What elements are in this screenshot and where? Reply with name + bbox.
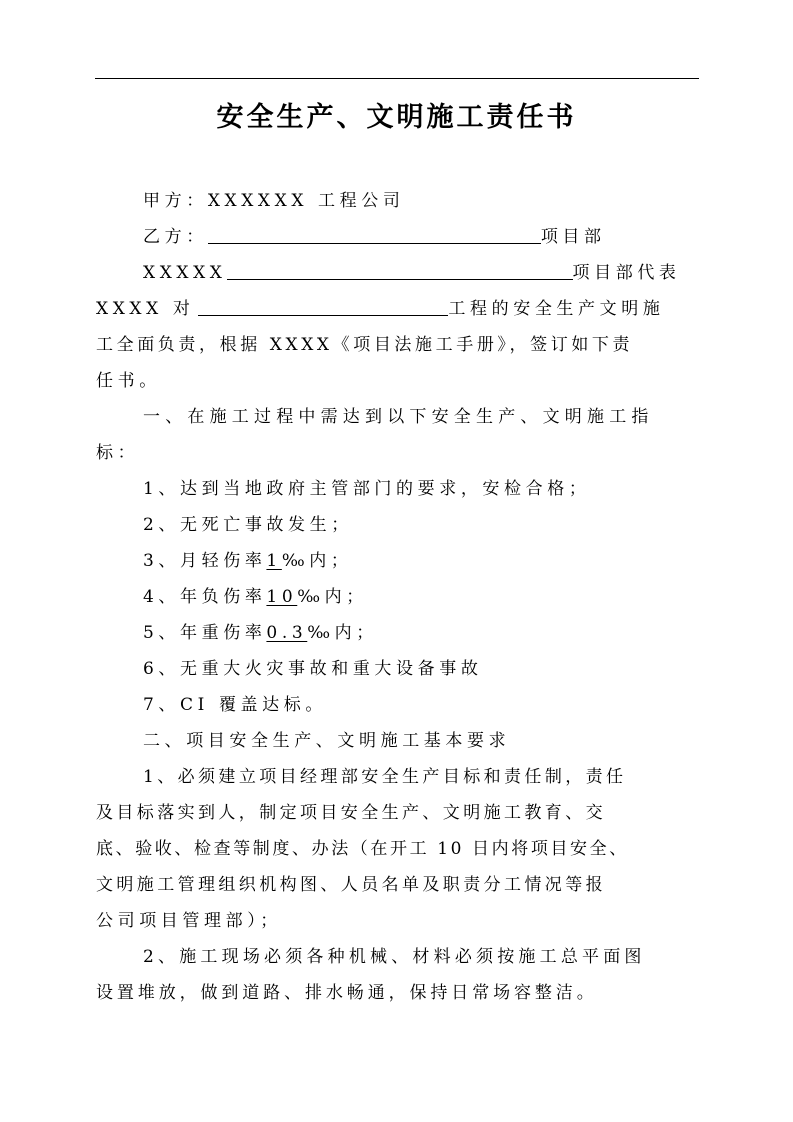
party-b-suffix: 项目部 (540, 227, 606, 247)
target-item-3-suffix: ‰内； (281, 551, 353, 571)
section-1-heading-cont: 标： (96, 443, 140, 463)
intro-line-4: 任书。 (96, 371, 161, 391)
monthly-minor-injury-rate: 1 (266, 551, 282, 571)
intro-line-3: 工全面负责，根据 XXXX《项目法施工手册》，签订如下责 (96, 335, 634, 355)
party-b-label: 乙方： (143, 227, 208, 247)
requirement-2-line-2: 设置堆放，做到道路、排水畅通，保持日常场容整洁。 (96, 983, 598, 1003)
representative-title: 项目部代表 (572, 263, 681, 283)
target-item-2: 2、无死亡事故发生； (143, 515, 353, 535)
target-item-6: 6、无重大火灾事故和重大设备事故 (143, 659, 483, 679)
requirement-1-line-2: 及目标落实到人，制定项目安全生产、文明施工教育、交 (96, 803, 606, 823)
section-1-heading: 一、在施工过程中需达到以下安全生产、文明施工指 (143, 407, 654, 427)
representative-name: XXXXX (143, 263, 227, 283)
party-a-line (96, 183, 747, 219)
document-title: 安全生产、文明施工责任书 (216, 102, 577, 133)
party-a-label: 甲方： (143, 191, 208, 211)
representative-blank-field[interactable] (227, 257, 573, 280)
target-item-3 (96, 543, 747, 579)
annual-serious-injury-rate: 0.3 (266, 623, 308, 643)
requirement-1-line-1: 1、必须建立项目经理部安全生产目标和责任制，责任 (143, 767, 627, 787)
intro-line-1 (96, 255, 747, 291)
target-item-4-suffix: ‰内； (297, 587, 368, 607)
target-item-1: 1、达到当地政府主管部门的要求，安检合格； (143, 479, 591, 499)
party-b-blank-field[interactable] (208, 221, 541, 244)
target-item-4 (96, 579, 747, 615)
target-item-5-suffix: ‰内； (307, 623, 378, 643)
section-2-heading: 二、项目安全生产、文明施工基本要求 (143, 731, 511, 751)
annual-injury-rate: 10 (266, 587, 298, 607)
target-item-7: 7、CI 覆盖达标。 (143, 695, 327, 715)
requirement-1-line-3: 底、验收、检查等制度、办法（在开工 10 日内将项目安全、 (96, 839, 629, 859)
party-a-value: XXXXXX 工程公司 (207, 191, 405, 211)
requirement-1-line-4: 文明施工管理组织机构图、人员名单及职责分工情况等报 (96, 875, 606, 895)
target-item-5 (96, 615, 747, 651)
representative-prefix: XXXX 对 (96, 299, 195, 319)
target-item-4-label: 4、年负伤率 (143, 587, 267, 607)
intro-line-2 (96, 291, 700, 327)
requirement-2-line-1: 2、施工现场必须各种机械、材料必须按施工总平面图 (143, 947, 646, 967)
target-item-3-label: 3、月轻伤率 (143, 551, 267, 571)
target-item-5-label: 5、年重伤率 (143, 623, 267, 643)
intro-line-2-suffix: 工程的安全生产文明施 (448, 299, 665, 319)
requirement-1-line-5: 公司项目管理部）； (96, 911, 282, 931)
header-rule (95, 78, 699, 79)
project-name-blank-field[interactable] (198, 293, 448, 316)
party-b-line (96, 219, 747, 255)
